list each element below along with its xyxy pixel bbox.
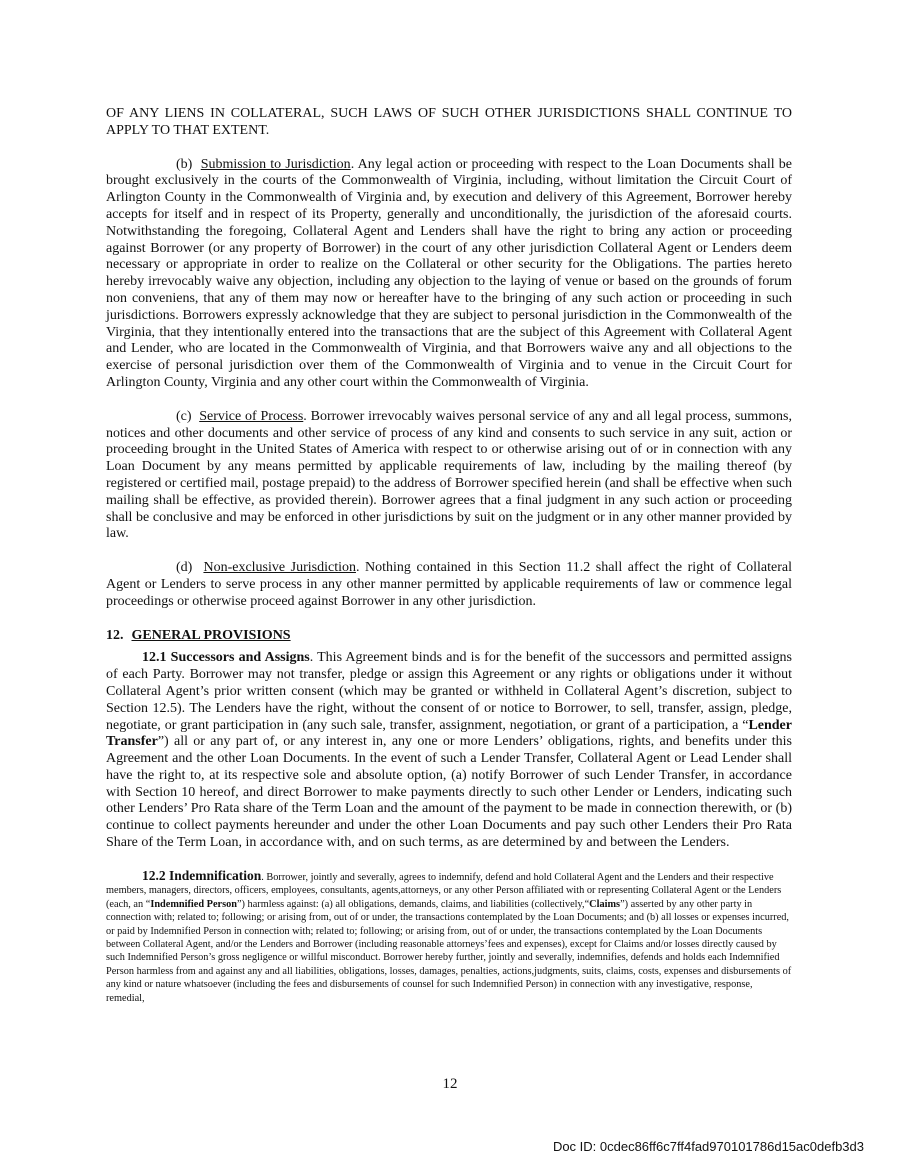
section-12-number: 12. [106,627,124,643]
doc-id: Doc ID: 0cdec86ff6c7ff4fad970101786d15ac0defb3d3 [552,1139,864,1154]
defined-term-lender-transfer: Lender Transfer [106,717,792,750]
section-12-title: GENERAL PROVISIONS [131,627,291,643]
defined-term-claims: Claims [589,898,621,910]
document-page [106,106,792,1005]
page-number: 12 [442,1076,458,1092]
intro-continuation: OF ANY LIENS IN COLLATERAL, SUCH LAWS OF SUCH OTHER JURISDICTIONS SHALL CONTINUE TO APPLY TO THAT EXTENT. [106,106,792,138]
section-12-1-heading: 12.1 Successors and Assigns [142,650,310,666]
section-12-1 [106,650,792,852]
paragraph-d [106,560,792,610]
section-12-2-body-b: ”) harmless against: (a) all obligations, demands, claims, and liabilities (collectively,“ [236,898,590,910]
paragraph-d-label: (d) [176,560,193,576]
section-12-1-body-a: . This Agreement binds and is for the benefit of the successors and permitted assigns of each Party. Borrower may not transfer, pledge or assign this Agreement or any rights or obligations under it without Collateral Agent’s prior written consent (which may be granted or withheld in Collateral Agent’s discretion, subject to Section 12.5). The Lenders have the right, without the consent of or notice to Borrower, to sell, transfer, assign, pledge, negotiate, or grant participation in (any such sale, transfer, assignment, negotiation, or grant of a participation, a “ [106,650,793,733]
section-12-2-body-c: ”) asserted by any other party in connection with; related to; following; or arising from, out of or under, the transactions contemplated by the Loan Documents; and (b) all losses or expenses incurred, or paid by Indemnified Person in connection with; related to; following; or arising from, out of or under, the transactions contemplated by the Loan Documents between Collateral Agent, and/or the Lenders and Borrower (including reasonable attorneys’fees and expenses), except for Claims and/or losses directly caused by such Indemnified Person’s gross negligence or willful misconduct. Borrower hereby further, jointly and severally, indemnifies, defends and holds each Indemnified Person harmless from and against any and all liabilities, obligations, losses, damages, penalties, actions,judgments, suits, claims, costs, expenses and disbursements of any kind or nature whatsoever (including the fees and disbursements of counsel for such Indemnified Person) in connection with any investigative, response, remedial, [106,898,792,1004]
section-12-2-body-a: . Borrower, jointly and severally, agrees to indemnify, defend and hold Collateral Agent and the Lenders and their respective members, managers, directors, officers, employees, consultants, agents,attorneys, or any other Person affiliated with or representing Collateral Agent or the Lenders (each, an “ [106,871,782,910]
paragraph-c-body: . Borrower irrevocably waives personal service of any and all legal process, summons, notices and other documents and other service of process of any kind and consents to such service in any suit, action or proceeding brought in the United States of America with respect to or otherwise arising out of or in connection with any Loan Document by any means permitted by applicable requirements of law, including by the mailing thereof (by registered or certified mail, postage prepaid) to the address of Borrower specified herein (and shall be effective when such mailing shall be effective, as provided therein). Borrower agrees that a final judgment in any such action or proceeding shall be conclusive and may be enforced in other jurisdictions by suit on the judgment or in any other manner provided by law. [106,408,792,542]
section-12-1-body-b: ”) all or any part of, or any interest in, any one or more Lenders’ obligations, rights, and benefits under this Agreement and the other Loan Documents. In the event of such a Lender Transfer, Collateral Agent or Lead Lender shall have the right to, at its respective sole and absolute option, (a) notify Borrower of such Lender Transfer, in accordance with Section 10 hereof, and direct Borrower to make payments directly to such other Lender or Lenders, indicating such other Lenders’ Pro Rata share of the Term Loan and the amount of the payment to be made in connection therewith, or (b) continue to collect payments hereunder and under the other Loan Documents and pay such other Lenders their Pro Rata Share of the Term Loan, in accordance with, and on such terms, as are determined by and between the Lenders. [106,734,792,851]
paragraph-b-label: (b) [176,156,193,172]
section-12-2 [106,869,792,1005]
paragraph-b [106,157,792,392]
paragraph-c [106,409,792,543]
paragraph-c-label: (c) [176,408,192,424]
paragraph-d-title: Non-exclusive Jurisdiction [203,560,356,576]
paragraph-b-title: Submission to Jurisdiction [200,156,351,172]
paragraph-b-body: . Any legal action or proceeding with respect to the Loan Documents shall be brought exclusively in the courts of the Commonwealth of Virginia, including, without limitation the Circuit Court of Arlington County in the Commonwealth of Virginia and, by execution and delivery of this Agreement, Borrower hereby accepts for itself and in respect of its Property, generally and unconditionally, the jurisdiction of the aforesaid courts. Notwithstanding the foregoing, Collateral Agent and Lenders shall have the right to bring any action or proceeding against Borrower (or any property of Borrower) in the court of any other jurisdiction Collateral Agent or Lenders deem necessary or appropriate in order to realize on the Collateral or other security for the Obligations. The parties hereto hereby irrevocably waive any objection, including any objection to the laying of venue or based on the grounds of forum non conveniens, that any of them may now or hereafter have to the bringing of any such action or proceeding in such jurisdictions. Borrowers expressly acknowledge that they are subject to personal jurisdiction in the Commonwealth of the Virginia, that they intentionally entered into the transactions that are the subject of this Agreement with Collateral Agent and Lender, who are located in the Commonwealth of Virginia, and that Borrowers waive any and all objections to the exercise of personal jurisdiction over them of the Commonwealth of Virginia and to venue in the Circuit Court for Arlington County, Virginia and any other court within the Commonwealth of Virginia. [106,156,793,390]
paragraph-c-title: Service of Process [199,408,304,424]
paragraph-d-body: . Nothing contained in this Section 11.2 shall affect the right of Collateral Agent or Lenders to serve process in any other manner permitted by applicable requirements of law or commence legal proceedings or otherwise proceed against Borrower in any other jurisdiction. [106,560,792,609]
section-12-heading [106,628,792,645]
section-12-2-heading: 12.2 Indemnification [142,867,262,883]
defined-term-indemnified-person: Indemnified Person [150,898,237,910]
